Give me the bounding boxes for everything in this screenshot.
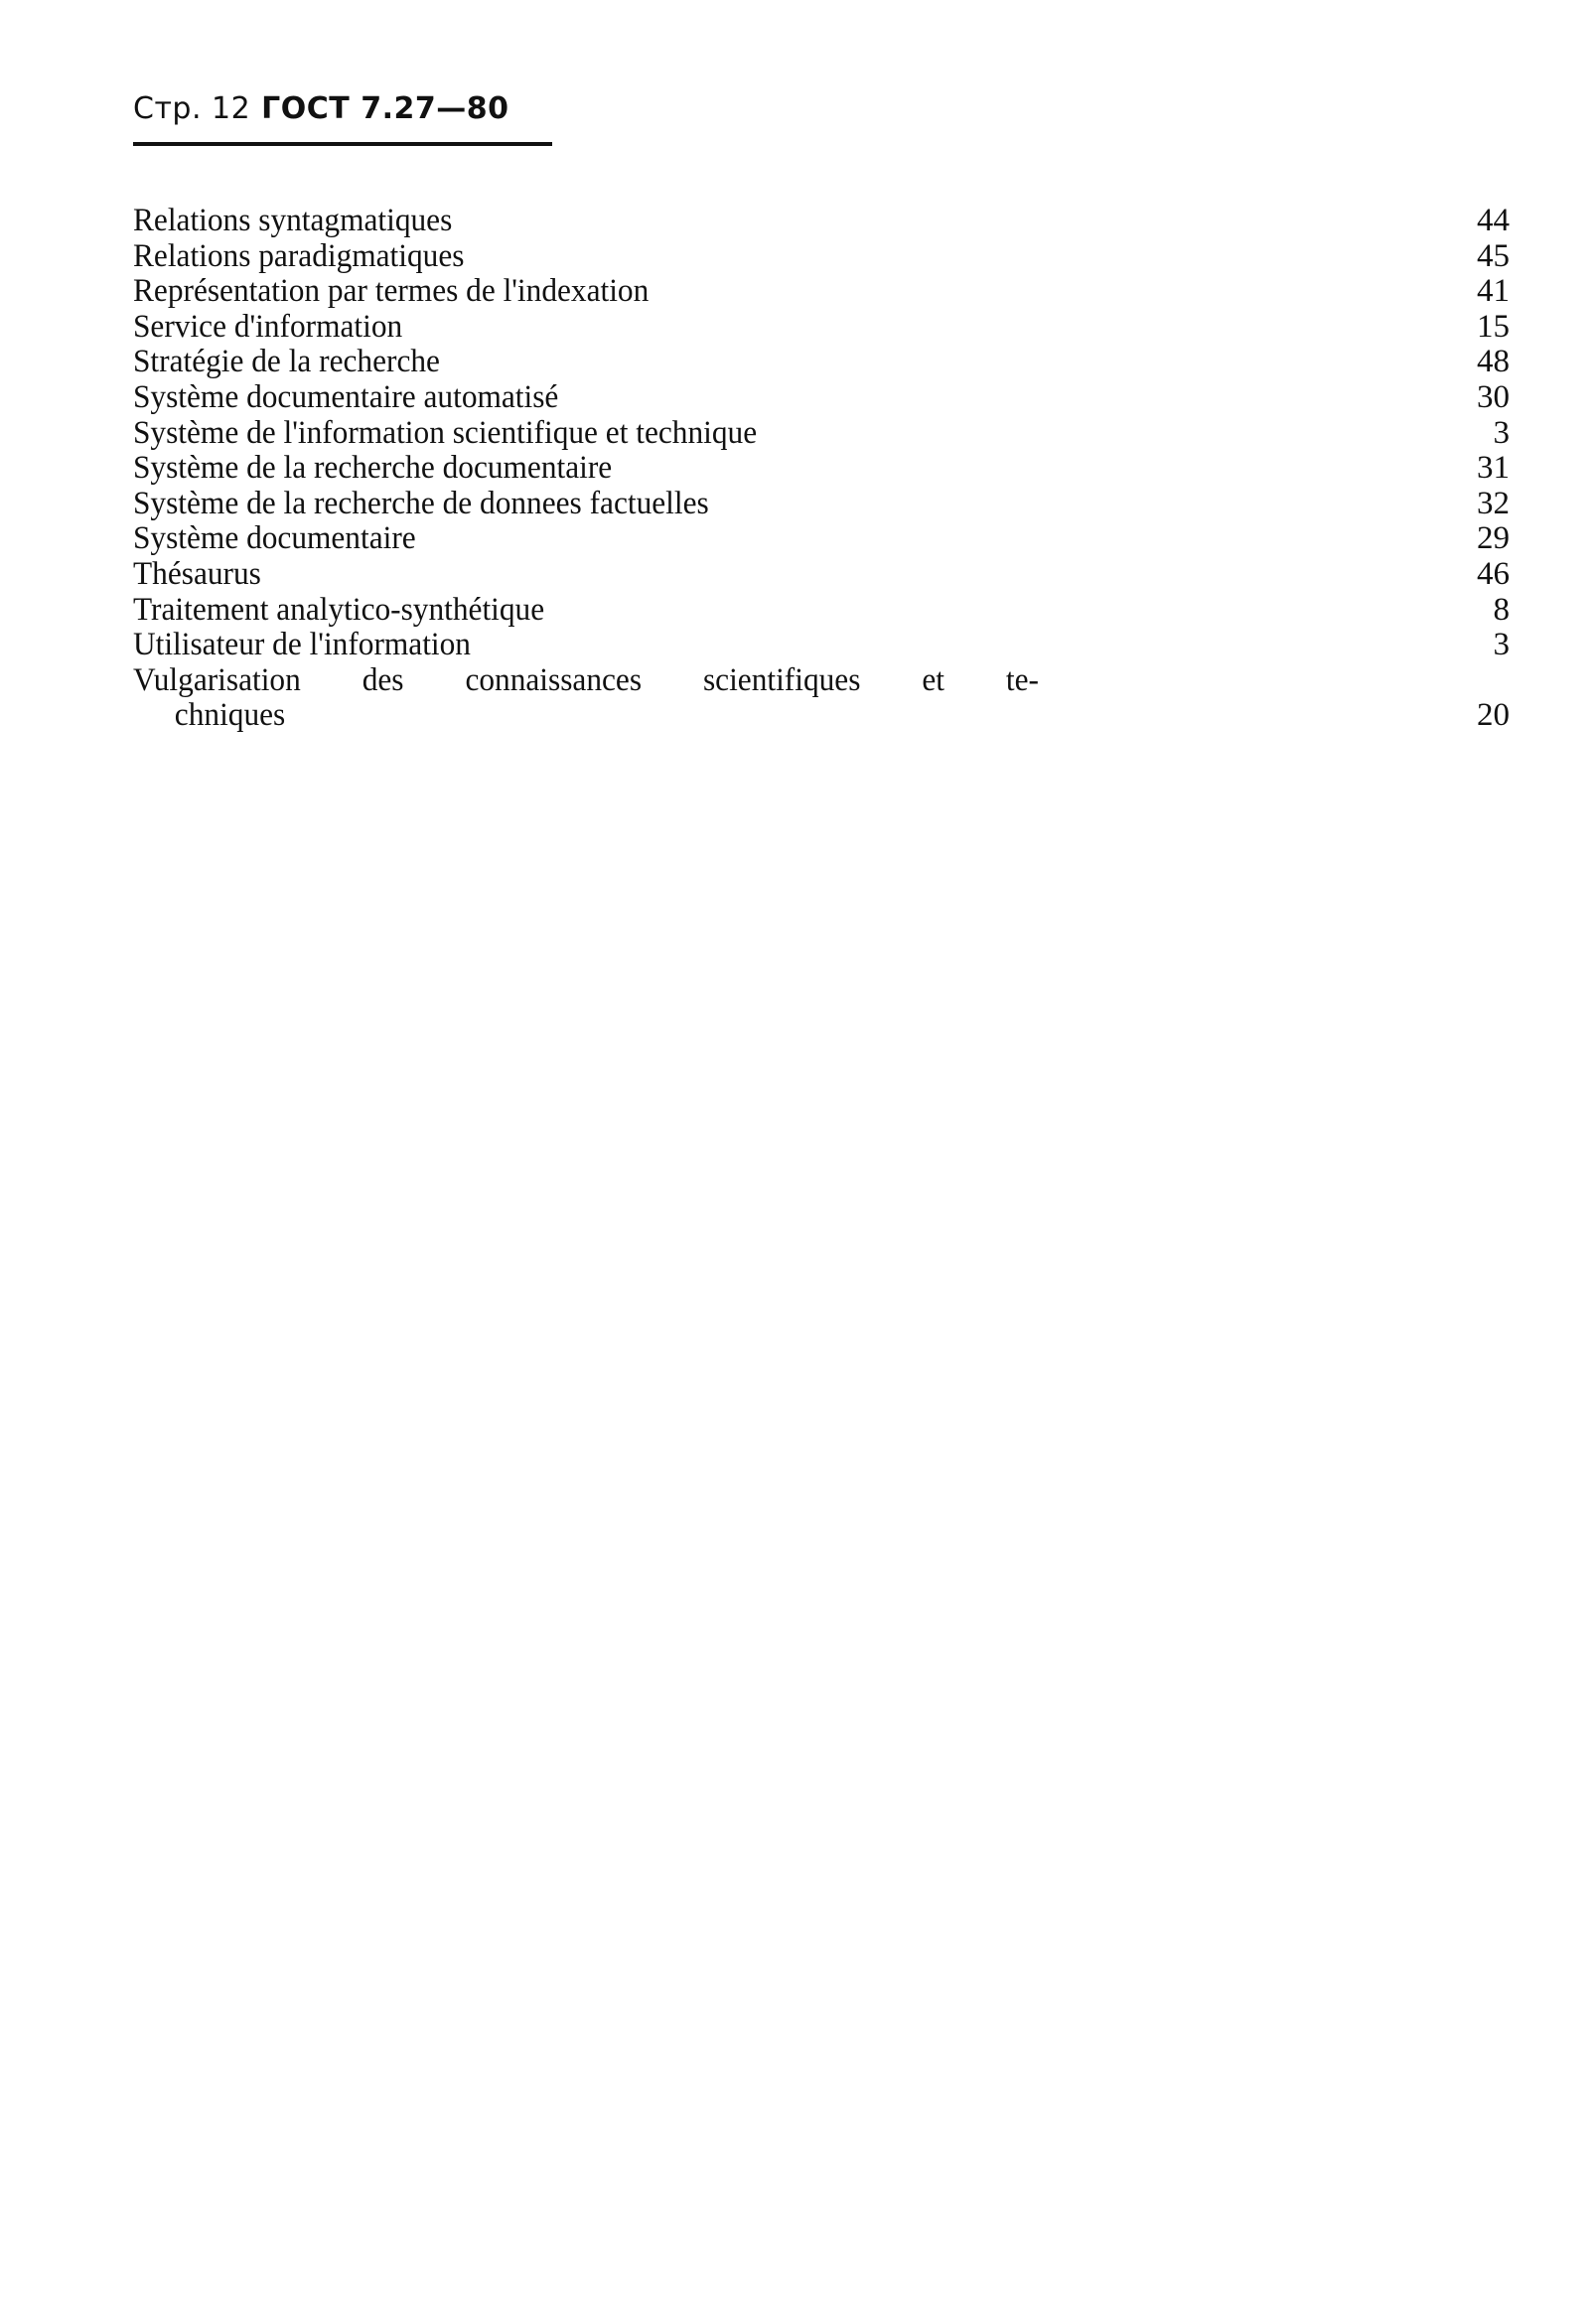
entry-page: 48 <box>1477 344 1510 380</box>
index-entry <box>133 380 1510 416</box>
entry-term: Système de la recherche documentaire <box>133 450 613 487</box>
entry-term: Utilisateur de l'information <box>133 627 471 663</box>
index-entry <box>133 416 1510 452</box>
page-header <box>133 91 508 126</box>
entry-term: Traitement analytico-synthétique <box>133 591 545 628</box>
entry-page: 31 <box>1477 450 1510 487</box>
index-entry <box>133 628 1510 663</box>
entry-page: 44 <box>1477 203 1510 238</box>
entry-term: Système de l'information scientifique et technique <box>133 414 758 451</box>
entry-page: 8 <box>1493 591 1510 628</box>
index-entry <box>133 310 1510 346</box>
entry-term: Système documentaire automatisé <box>133 378 559 415</box>
entry-page: 15 <box>1477 308 1510 345</box>
index-entry <box>133 345 1510 380</box>
entry-term: Relations paradigmatiques <box>133 237 465 274</box>
index-entry <box>133 521 1510 557</box>
entry-term: Système de la recherche de donnees factuelles <box>133 485 709 521</box>
index-entry <box>133 487 1510 522</box>
entry-term: Système documentaire <box>133 520 416 557</box>
entry-term-continuation: chniques <box>174 697 286 734</box>
index-entry <box>133 239 1510 275</box>
entry-page: 41 <box>1477 273 1510 310</box>
entry-page: 3 <box>1493 627 1510 663</box>
index-entry <box>133 557 1510 593</box>
entry-page: 3 <box>1493 414 1510 451</box>
entry-page: 46 <box>1477 555 1510 592</box>
header-rule <box>133 142 552 146</box>
entry-page: 30 <box>1477 378 1510 415</box>
entry-term: Relations syntagmatiques <box>133 203 453 238</box>
entry-term: Thésaurus <box>133 555 261 592</box>
index-list <box>133 204 1510 734</box>
entry-term: Vulgarisation des connaissances scientifiques et te- <box>133 661 1039 698</box>
index-entry-continuation <box>133 698 1510 734</box>
entry-page: 45 <box>1477 237 1510 274</box>
index-entry <box>133 663 1510 699</box>
entry-page: 32 <box>1477 485 1510 521</box>
page-number: Стр. 12 <box>133 91 251 126</box>
entry-term: Stratégie de la recherche <box>133 344 440 380</box>
entry-page: 20 <box>1477 697 1510 734</box>
entry-page: 29 <box>1477 520 1510 557</box>
entry-term: Service d'information <box>133 308 403 345</box>
index-entry <box>133 451 1510 487</box>
index-entry <box>133 593 1510 629</box>
index-entry <box>133 204 1510 239</box>
standard-id: ГОСТ 7.27—80 <box>261 91 509 126</box>
index-entry <box>133 274 1510 310</box>
entry-term: Représentation par termes de l'indexation <box>133 273 650 310</box>
